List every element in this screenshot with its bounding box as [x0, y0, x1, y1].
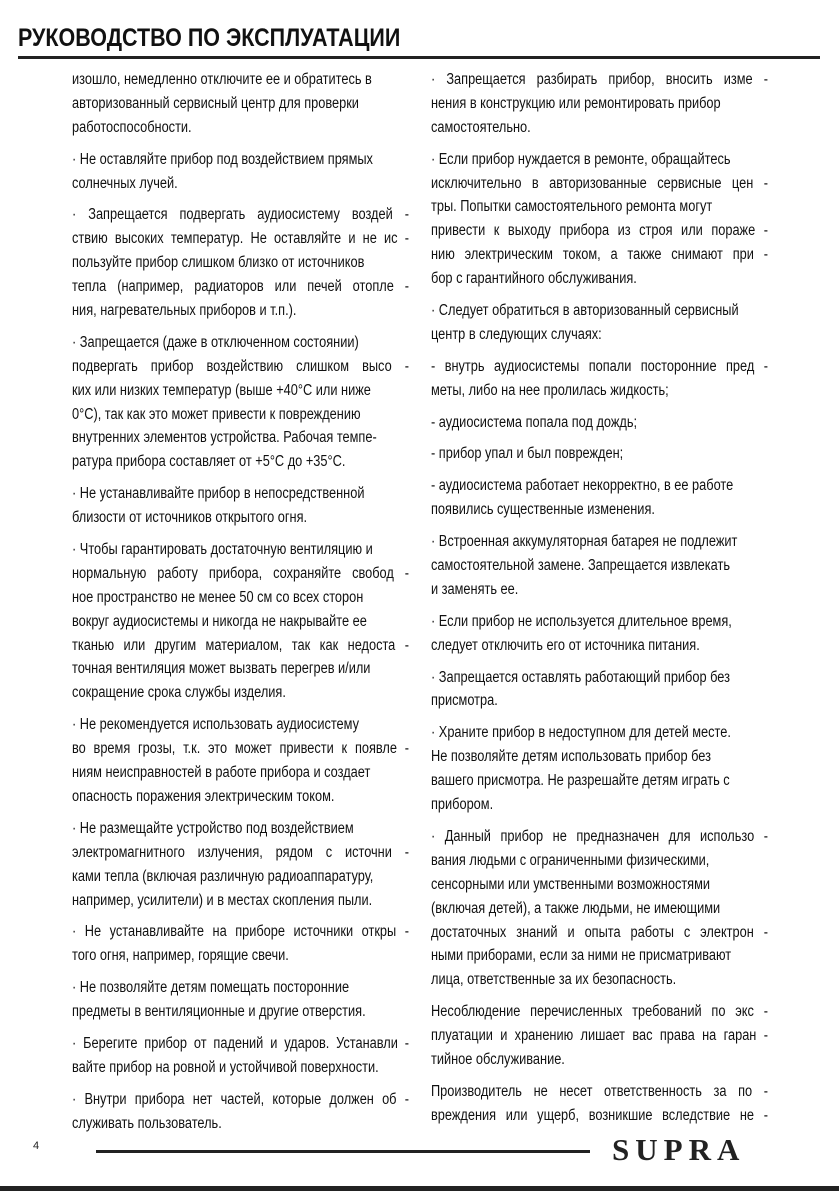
text-line: присмотра. [431, 692, 498, 710]
paragraph [431, 1080, 769, 1128]
text-line: самостоятельной замене. Запрещается извлекать [431, 557, 730, 575]
paragraph [431, 148, 769, 291]
text-line: ких или низких температур (выше +40°С или ниже [72, 381, 371, 399]
text-line: ниям неисправностей в работе прибора и создает [72, 764, 371, 782]
page-title: РУКОВОДСТВО ПО ЭКСПЛУАТАЦИИ [18, 24, 401, 52]
paragraph [72, 817, 410, 913]
text-line: близости от источников открытого огня. [72, 509, 308, 527]
paragraph [431, 299, 769, 347]
paragraph [72, 1088, 410, 1136]
paragraph [72, 976, 410, 1024]
text-line: привести к выходу прибора из строя или пораже - [431, 222, 768, 240]
text-line: прибором. [431, 796, 494, 814]
text-line: достаточных знаний и опыта работы с электрон - [431, 923, 768, 941]
text-line: · Не оставляйте прибор под воздействием прямых [72, 150, 373, 168]
text-line: нормальную работу прибора, сохраняйте свобод - [72, 564, 409, 582]
paragraph [72, 203, 410, 322]
paragraph [431, 721, 769, 817]
text-line: (включая детей), а также людьми, не имеющими [431, 899, 721, 917]
text-line: сокращение срока службы изделия. [72, 684, 286, 702]
text-line: служивать пользователь. [72, 1114, 222, 1132]
paragraph [431, 610, 769, 658]
paragraph [431, 474, 769, 522]
paragraph [431, 442, 769, 466]
text-line: например, усилители) и в местах скопления пыли. [72, 891, 373, 909]
text-line: · Если прибор не используется длительное время, [431, 612, 732, 630]
paragraph [431, 1000, 769, 1072]
text-line: меты, либо на нее пролилась жидкость; [431, 381, 669, 399]
text-line: ратура прибора составляет от +5°С до +35°С. [72, 453, 346, 471]
text-line: пользуйте прибор слишком близко от источников [72, 254, 365, 272]
text-line: того огня, например, горящие свечи. [72, 947, 289, 965]
text-line: · Не размещайте устройство под воздействием [72, 819, 354, 837]
paragraph [72, 1032, 410, 1080]
text-line: работоспособности. [72, 118, 192, 136]
text-line: центр в следующих случаях: [431, 325, 602, 343]
paragraph [431, 825, 769, 992]
left-text-column [72, 68, 410, 1144]
text-line: ными приборами, если за ними не присматривают [431, 947, 732, 965]
text-line: электромагнитного излучения, рядом с источни - [72, 843, 409, 861]
paragraph [431, 530, 769, 602]
text-line: · Не устанавливайте на приборе источники откры - [72, 923, 409, 941]
text-line: Производитель не несет ответственность за по - [431, 1082, 768, 1100]
text-line: предметы в вентиляционные и другие отверстия. [72, 1003, 366, 1021]
text-line: ное пространство не менее 50 см со всех сторон [72, 588, 364, 606]
text-line: опасность поражения электрическим током. [72, 787, 335, 805]
text-line: вайте прибор на ровной и устойчивой поверхности. [72, 1058, 379, 1076]
footer-divider [96, 1150, 590, 1153]
paragraph [72, 920, 410, 968]
brand-logo: SUPRA [612, 1132, 746, 1167]
paragraph [72, 482, 410, 530]
text-line: тийное обслуживание. [431, 1050, 565, 1068]
text-line: вашего присмотра. Не разрешайте детям играть с [431, 772, 730, 790]
text-line: · Не устанавливайте прибор в непосредственной [72, 485, 365, 503]
text-line: вреждения или ущерб, возникшие вследствие не - [431, 1106, 768, 1124]
text-line: - аудиосистема попала под дождь; [431, 413, 638, 431]
text-line: тканью или другим материалом, так как недоста - [72, 636, 409, 654]
text-line: самостоятельно. [431, 118, 531, 136]
text-line: авторизованный сервисный центр для проверки [72, 94, 359, 112]
text-line: бор с гарантийного обслуживания. [431, 270, 637, 288]
text-line: плуатации и хранению лишает вас права на гаран - [431, 1027, 768, 1045]
header-divider [18, 56, 820, 59]
text-line: нения в конструкцию или ремонтировать прибор [431, 94, 721, 112]
paragraph [431, 355, 769, 403]
text-line: ния, нагревательных приборов и т.п.). [72, 302, 297, 320]
paragraph [72, 68, 410, 140]
text-line: · Внутри прибора нет частей, которые должен об - [72, 1090, 409, 1108]
text-line: · Запрещается разбирать прибор, вносить изме - [431, 71, 768, 88]
text-line: нию электрическим током, а также снимают при - [431, 246, 768, 264]
text-line: - аудиосистема работает некорректно, в ее работе [431, 477, 734, 495]
text-line: подвергать прибор воздействию слишком высо - [72, 357, 409, 375]
text-line: · Храните прибор в недоступном для детей месте. [431, 724, 731, 742]
text-line: вокруг аудиосистемы и никогда не накрывайте ее [72, 612, 367, 630]
text-line: солнечных лучей. [72, 174, 178, 192]
paragraph [431, 666, 769, 714]
text-line: Несоблюдение перечисленных требований по экс - [431, 1003, 768, 1021]
paragraph [431, 68, 769, 140]
paragraph [72, 331, 410, 474]
text-line: · Берегите прибор от падений и ударов. Устанавли - [72, 1034, 409, 1052]
text-line: · Если прибор нуждается в ремонте, обращайтесь [431, 150, 731, 168]
text-line: - прибор упал и был поврежден; [431, 445, 624, 463]
text-line: · Запрещается оставлять работающий прибор без [431, 668, 730, 686]
text-line: ствию высоких температур. Не оставляйте и не ис - [72, 230, 409, 248]
paragraph [431, 411, 769, 435]
text-line: сенсорными или умственными возможностями [431, 875, 711, 893]
text-line: · Встроенная аккумуляторная батарея не подлежит [431, 533, 738, 551]
paragraph [72, 538, 410, 705]
text-line: · Следует обратиться в авторизованный сервисный [431, 302, 739, 320]
text-line: и заменять ее. [431, 580, 519, 598]
paragraph [72, 148, 410, 196]
text-line: внутренних элементов устройства. Рабочая темпе- [72, 429, 377, 447]
text-line: появились существенные изменения. [431, 501, 655, 519]
text-line: исключительно в авторизованные сервисные цен - [431, 174, 768, 192]
text-line: тры. Попытки самостоятельного ремонта могут [431, 198, 713, 216]
text-line: лица, ответственные за их безопасность. [431, 971, 677, 989]
text-line: вания людьми с ограниченными физическими, [431, 851, 710, 869]
text-line: · Не позволяйте детям помещать посторонние [72, 979, 350, 997]
text-line: · Запрещается (даже в отключенном состоянии) [72, 333, 359, 351]
text-line: точная вентиляция может вызвать перегрев и/или [72, 660, 371, 678]
page-number: 4 [33, 1140, 40, 1152]
text-line: изошло, немедленно отключите ее и обратитесь в [72, 71, 372, 88]
text-line: во время грозы, т.к. это может привести к появле - [72, 740, 409, 758]
text-line: · Данный прибор не предназначен для использо - [431, 827, 768, 845]
text-line: Не позволяйте детям использовать прибор без [431, 748, 711, 766]
text-line: - внутрь аудиосистемы попали посторонние пред - [431, 357, 768, 375]
bottom-edge-bar [0, 1186, 839, 1191]
text-line: следует отключить его от источника питания. [431, 636, 700, 654]
right-text-column [431, 68, 769, 1136]
text-line: ками тепла (включая различную радиоаппаратуру, [72, 867, 374, 885]
text-line: · Запрещается подвергать аудиосистему воздей - [72, 206, 409, 224]
paragraph [72, 713, 410, 809]
text-line: · Не рекомендуется использовать аудиосистему [72, 716, 359, 734]
text-line: тепла (например, радиаторов или печей отопле - [72, 278, 409, 296]
text-line: 0°С), так как это может привести к повреждению [72, 405, 361, 423]
text-line: · Чтобы гарантировать достаточную вентиляцию и [72, 541, 373, 559]
